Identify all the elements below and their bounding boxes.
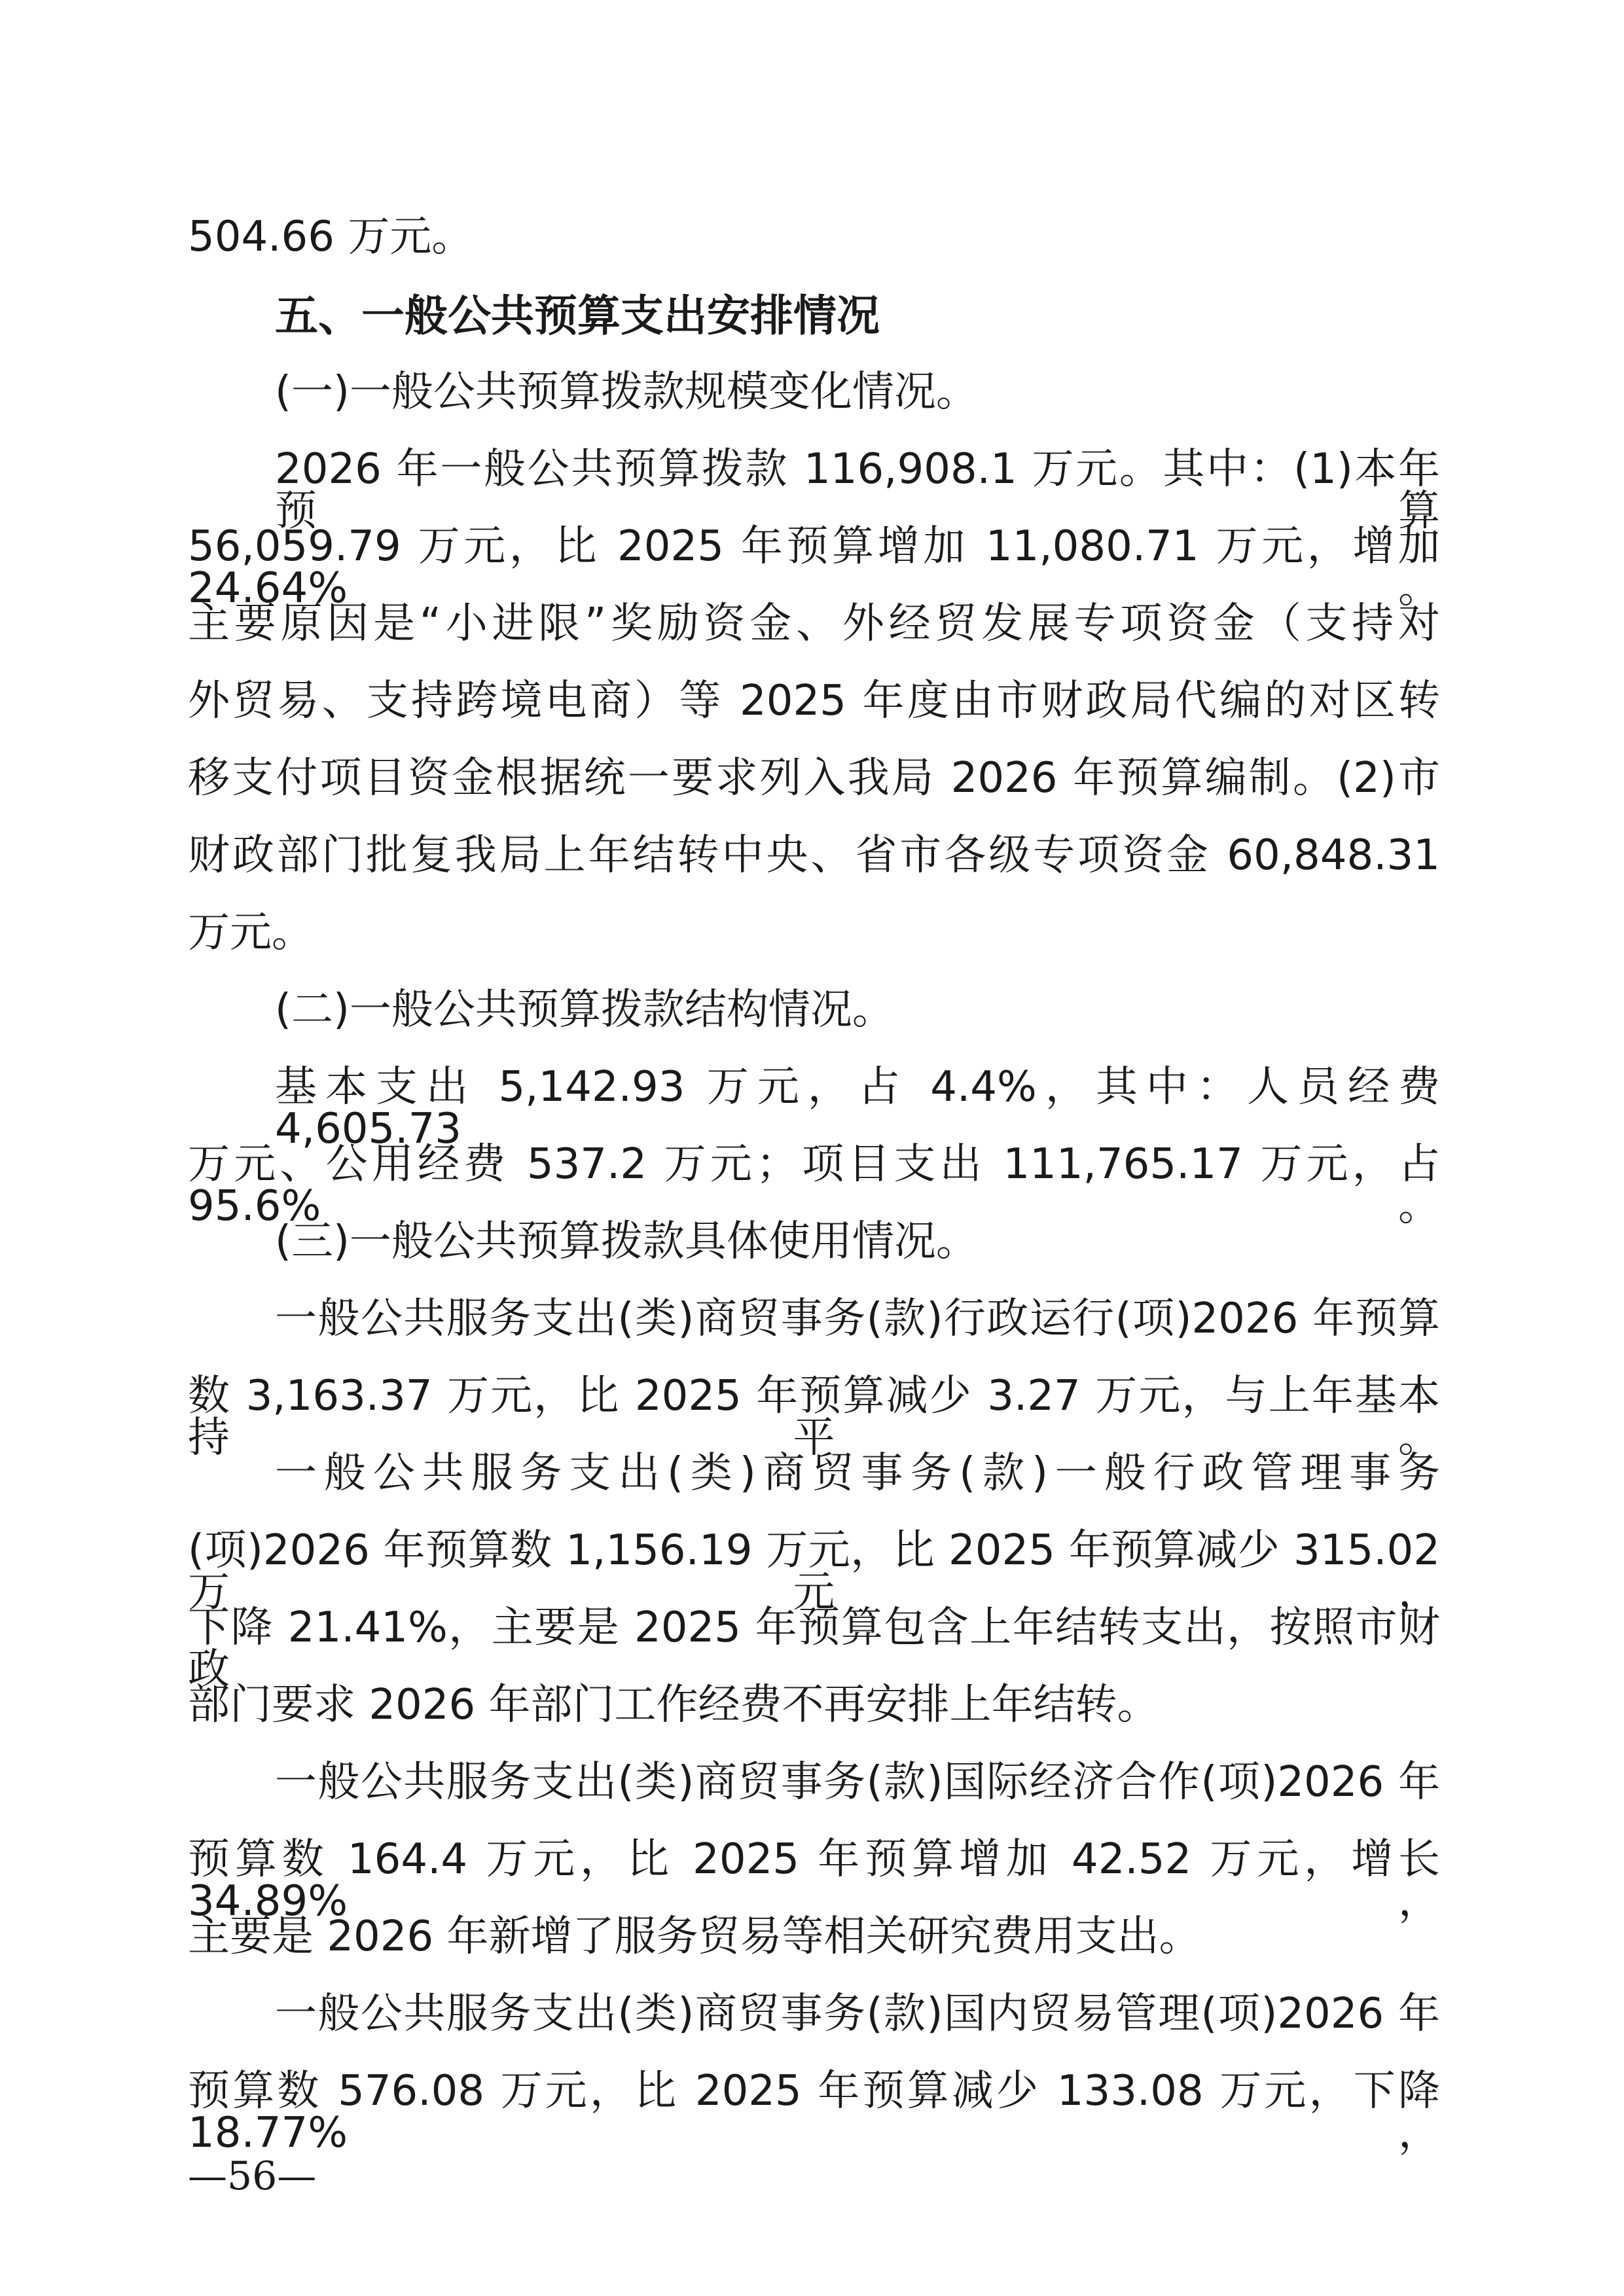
paragraph-line: 万元、公用经费 537.2 万元；项目支出 111,765.17 万元，占 95.6%。 bbox=[188, 1140, 1440, 1230]
paragraph-line: 一般公共服务支出(类)商贸事务(款)国际经济合作(项)2026 年 bbox=[275, 1758, 1440, 1806]
subsection-heading: (二)一般公共预算拨款结构情况。 bbox=[275, 986, 894, 1034]
section-heading: 五、一般公共预算支出安排情况 bbox=[275, 291, 880, 341]
paragraph-line: 财政部门批复我局上年结转中央、省市各级专项资金 60,848.31 bbox=[188, 831, 1440, 880]
paragraph-line: 基本支出 5,142.93 万元，占 4.4%，其中：人员经费 4,605.73 bbox=[275, 1063, 1440, 1153]
paragraph-line: 一般公共服务支出(类)商贸事务(款)行政运行(项)2026 年预算 bbox=[275, 1295, 1440, 1343]
paragraph-line: 部门要求 2026 年部门工作经费不再安排上年结转。 bbox=[188, 1681, 1159, 1729]
paragraph-line: 一般公共服务支出(类)商贸事务(款)国内贸易管理(项)2026 年 bbox=[275, 1990, 1440, 2038]
paragraph-line: 主要是 2026 年新增了服务贸易等相关研究费用支出。 bbox=[188, 1912, 1201, 1961]
paragraph-line: 移支付项目资金根据统一要求列入我局 2026 年预算编制。(2)市 bbox=[188, 754, 1440, 802]
subsection-heading: (三)一般公共预算拨款具体使用情况。 bbox=[275, 1217, 978, 1266]
paragraph-line: 2026 年一般公共预算拨款 116,908.1 万元。其中：(1)本年预算 bbox=[275, 445, 1440, 535]
paragraph-line: 预算数 164.4 万元，比 2025 年预算增加 42.52 万元，增长 34.89%， bbox=[188, 1835, 1440, 1926]
paragraph-line: 数 3,163.37 万元，比 2025 年预算减少 3.27 万元，与上年基本持平。 bbox=[188, 1372, 1440, 1462]
paragraph-line: 56,059.79 万元，比 2025 年预算增加 11,080.71 万元，增加 24.64%。 bbox=[188, 522, 1440, 613]
paragraph-line: 504.66 万元。 bbox=[188, 213, 474, 261]
subsection-heading: (一)一般公共预算拨款规模变化情况。 bbox=[275, 368, 978, 416]
paragraph-line: 下降 21.41%，主要是 2025 年预算包含上年结转支出，按照市财政 bbox=[188, 1604, 1440, 1694]
paragraph-line: 外贸易、支持跨境电商）等 2025 年度由市财政局代编的对区转 bbox=[188, 677, 1440, 725]
paragraph-line: 预算数 576.08 万元，比 2025 年预算减少 133.08 万元，下降 18.77%， bbox=[188, 2067, 1440, 2157]
paragraph-line: 主要原因是“小进限”奖励资金、外经贸发展专项资金（支持对 bbox=[188, 600, 1440, 648]
paragraph-line: 万元。 bbox=[188, 908, 314, 957]
paragraph-line: (项)2026 年预算数 1,156.19 万元，比 2025 年预算减少 315.02 万元， bbox=[188, 1526, 1440, 1617]
page-number: —56— bbox=[188, 2153, 317, 2199]
paragraph-line: 一般公共服务支出(类)商贸事务(款)一般行政管理事务 bbox=[275, 1449, 1440, 1498]
